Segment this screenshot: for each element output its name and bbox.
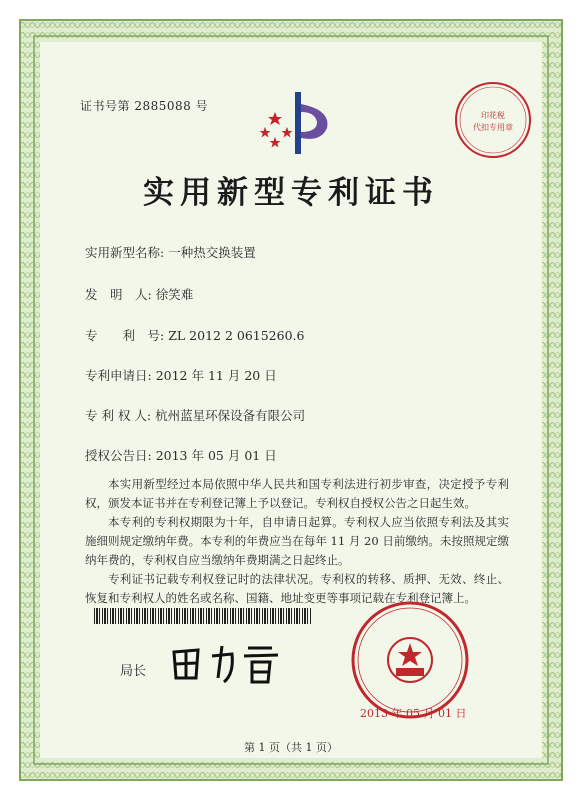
certificate-number: 证书号第 2885088 号: [80, 99, 209, 113]
body-paragraph-3: 专利证书记载专利权登记时的法律状况。专利权的转移、质押、无效、终止、恢复和专利权人的姓名或名称、国籍、地址变更等事项记载在专利登记簿上。: [85, 572, 509, 605]
director-label: 局长: [120, 664, 147, 679]
tax-stamp-icon: [453, 80, 533, 160]
body-paragraph-2: 本专利的专利权期限为十年，自申请日起算。专利权人应当依照专利法及其实施细则规定缴纳年费。本专利的年费应当在每年 11 月 20 日前缴纳。未按照规定缴纳年费的，专利权自应当缴纳年费期满之日起终止。: [85, 515, 509, 567]
inventor-name: 徐笑难: [155, 287, 194, 302]
sipo-logo-icon: [255, 82, 335, 162]
patent-holder: 杭州蓝星环保设备有限公司: [155, 408, 306, 423]
filing-date-row: 专利申请日: 2012 年 11 月 20 日: [85, 368, 277, 383]
patent-holder-row: 专 利 权 人: 杭州蓝星环保设备有限公司: [85, 408, 306, 423]
grant-date: 2013 年 05 月 01 日: [155, 448, 277, 463]
svg-text:代扣专用章: 代扣专用章: [473, 123, 513, 132]
filing-date: 2012 年 11 月 20 日: [155, 368, 277, 383]
seal-date: 2013 年 05 月 01 日: [360, 707, 467, 720]
certificate-title: 实用新型专利证书: [143, 175, 439, 211]
certificate-body: [85, 475, 509, 608]
page-number: 第 1 页（共 1 页）: [244, 741, 338, 754]
svg-text:印花税: 印花税: [481, 111, 505, 120]
patent-number-row: 专 利 号: ZL 2012 2 0615260.6: [85, 328, 305, 343]
barcode-icon: [94, 608, 312, 624]
grant-date-row: 授权公告日: 2013 年 05 月 01 日: [85, 448, 277, 463]
body-paragraph-1: 本实用新型经过本局依照中华人民共和国专利法进行初步审查，决定授予专利权，颁发本证书并在专利登记簿上予以登记。专利权自授权公告之日起生效。: [85, 477, 509, 510]
patent-number: ZL 2012 2 0615260.6: [168, 328, 305, 343]
utility-model-name-row: 实用新型名称: 一种热交换装置: [85, 245, 256, 260]
director-signature: [168, 638, 288, 688]
utility-model-name: 一种热交换装置: [168, 245, 256, 260]
inventor-row: 发 明 人: 徐笑难: [85, 287, 194, 302]
